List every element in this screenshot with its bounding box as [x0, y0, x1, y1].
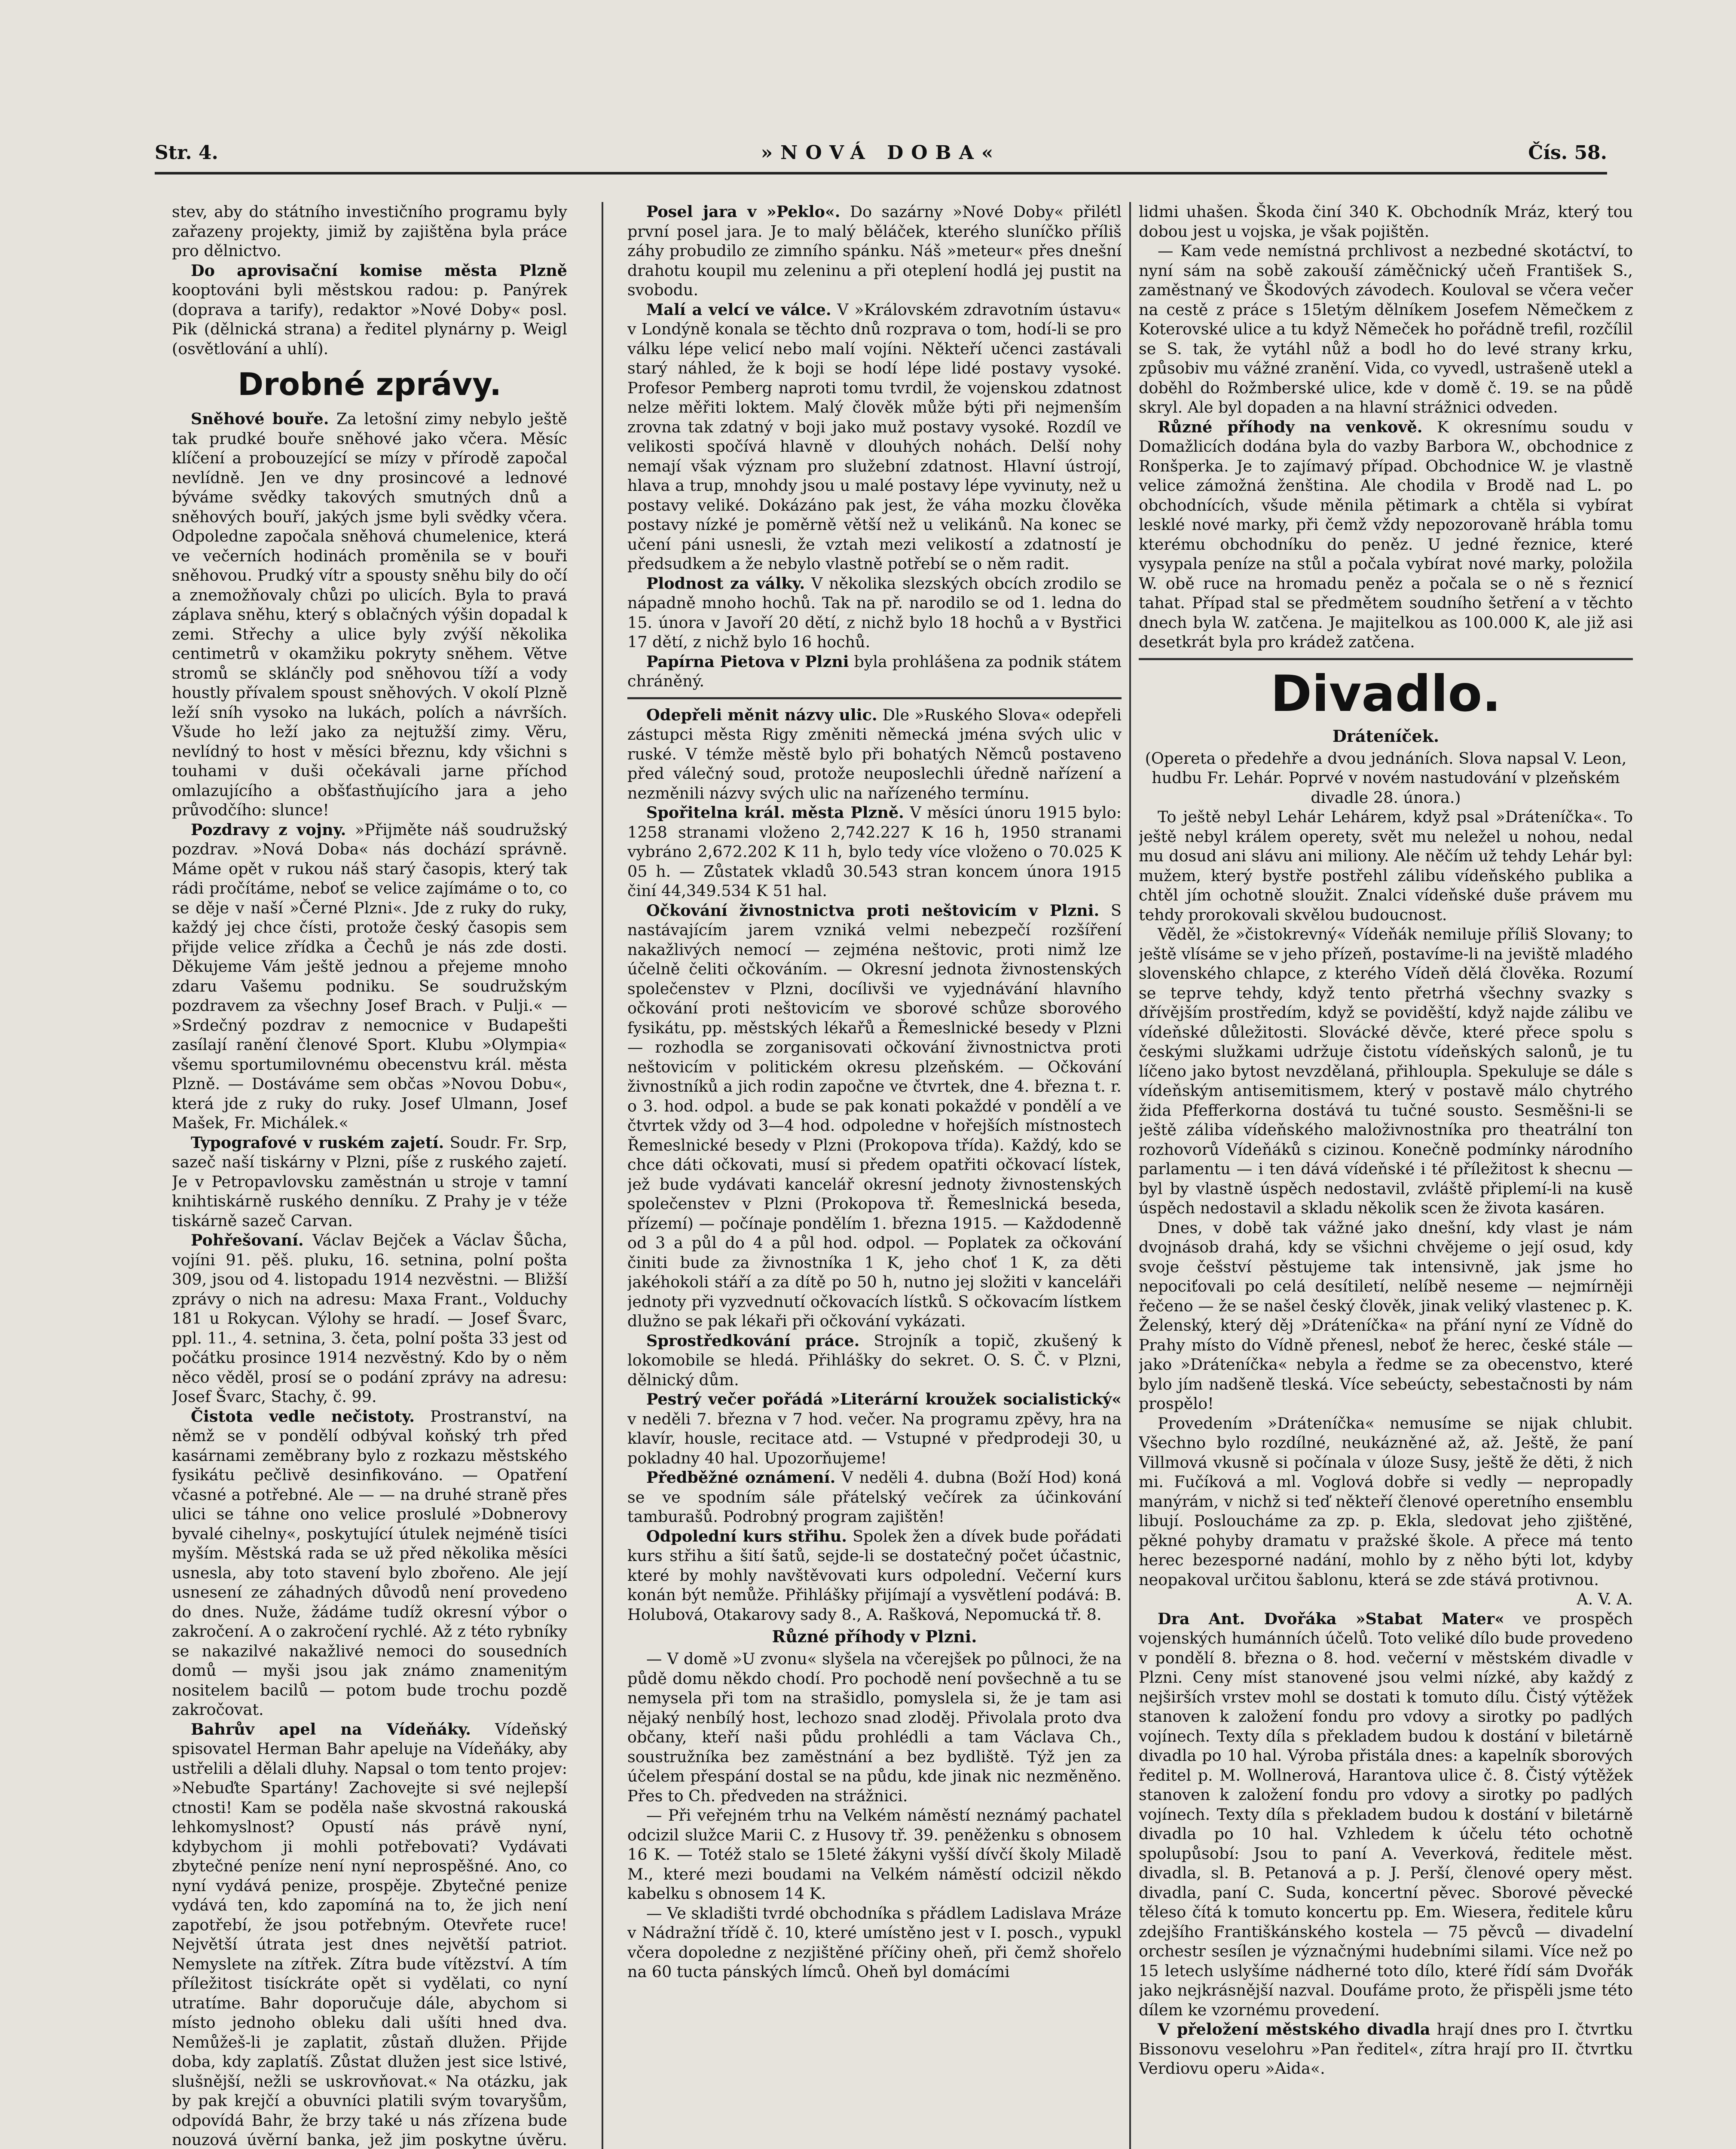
section-heading: Drobné zprávy.: [238, 366, 501, 402]
article-text: Prostranství, na němž se v pondělí odbýval koňský trh před kasárnami zeměbrany bylo z rozkazu městského fysikátu pečlivě desinfikováno. — Opatření včasné a potřebné. Ale — — na druhé straně přes ulici se táhne ono velice proslulé »Dobnerovy byvalé cihelny«, poskytující útulek nejméně tisíci myším. Městská rada se už před několika měsíci usnesla, aby toto stavení bylo zbořeno. Ale její usnesení ze záhadných důvodů není provedeno do dnes. Nuže, žádáme tudíž okresní výbor o zakročení. A o zakročení rychlé. Až z této rybníky se nakazilvé nakažlivé nemoci do sousedních domů — myši jsou jak známo znamenitým nositelem bacilů — potom bude trochu pozdě zakročovat.: [172, 1407, 567, 1719]
article: [627, 652, 1122, 691]
article-heading: Pozdravy z vojny.: [191, 820, 346, 839]
article-heading: Čistota vedle nečistoty.: [191, 1407, 415, 1426]
column-rule: [602, 202, 603, 2149]
article: [627, 705, 1122, 803]
article-heading: Očkování živnostnictva proti neštovicím v Plzni.: [646, 901, 1100, 920]
article: [172, 1133, 567, 1231]
article-heading: Typografové v ruském zajetí.: [191, 1133, 444, 1152]
article-text: ve prospěch vojenských humánních účelů. Toto veliké dílo bude provedeno v pondělí 8. března o 8. hod. večerní v městském divadle v Plzni. Ceny míst stanovené jsou velmi nízké, aby každý z nejširších vrstev mohl se dostati k tomuto dílu. Čistý výtěžek stanoven k založení fondu pro vdovy a sirotky po padlých vojínech. Texty díla s překladem budou k dostání v biletárně divadla po 10 hal. Výroba přistála dnes: a kapelník sborových ředitel p. M. Wollnerová, Harantova ulice č. 8. Čistý výtěžek stanoven k založení fondu pro vdovy a sirotky po padlých vojínech. Texty díla s překladem budou k dostání v biletárně divadla po 10 hal. Vzhledem k účelu této ochotně spolupůsobí: Jsou to paní A. Veverková, ředitele měst. divadla, sl. B. Petanová a p. J. Perší, členové opery měst. divadla, paní C. Suda, koncertní pěvec. Sborové pěvecké těleso čítá k tomuto koncertu pp. Em. Wiesera, ředitele kůru zdejšího Františkánského kostela — 75 pěvců — divadelní orchestr sesílen je význačnými hudebními silami. Více než po 15 letech uslyšíme nádherné toto dílo, které řídí sám Dvořák jako nejkrásnější nazval. Doufáme proto, že přispěli jsme této dílem ke vzornému provedení.: [1139, 1609, 1633, 2019]
article-text: »Přijměte náš soudružský pozdrav. »Nová Doba« nás dochází správně. Máme opět v rukou náš starý časopis, který tak rádi pročítáme, neboť se velice zajímáme o to, co se děje v naší »Černé Plzni«. Jde z ruky do ruky, každý jej chce čísti, protože český časopis sem přijde velice zřídka a Čechů je nás zde dosti. Děkujeme Vám ještě jednou a přejeme mnoho zdaru Vašemu podniku. Se soudružským pozdravem za všechny Josef Brach. v Pulji.« — »Srdečný pozdrav z nemocnice v Budapešti zasílají ranění členové Sport. Klubu »Olympia« všemu sportumilovnému obecenstvu král. města Plzně. — Dostáváme sem občas »Novou Dobu«, která jde z ruky do ruky. Josef Ulmann, Josef Mašek, Fr. Michálek.«: [172, 820, 567, 1132]
article: [172, 820, 567, 1133]
column-3: [1139, 202, 1633, 2149]
article-text: hrají dnes pro I. čtvrtku Bissonovu veselohru »Pan ředitel«, zítra hrají pro II. čtvrtku Verdiovu operu »Aida«.: [1139, 2020, 1633, 2078]
article-heading: Pohřešovaní.: [191, 1231, 304, 1249]
column-rule: [1129, 202, 1131, 2149]
article-text: Soudr. Fr. Srp, sazeč naší tiskárny v Plzni, píše z ruského zajetí. Je v Petropavlovsku zaměstnán u stroje v tamní knihtiskárně ruského denníku. Z Prahy je v téže tiskárně sazeč Carvan.: [172, 1133, 567, 1230]
article-text: — Ve skladišti tvrdé obchodníka s přádlem Ladislava Mráze v Nádražní třídě č. 10, které umístěno jest v I. posch., vypukl včera dopoledne z nezjištěné příčiny oheň, při čemž shořelo na 60 tucta pánských límců. Oheň byl domácími: [627, 1904, 1122, 1981]
article-heading: Dra Ant. Dvořáka »Stabat Mater«: [1158, 1609, 1504, 1628]
article: [627, 574, 1122, 652]
article: [1139, 1609, 1633, 2020]
article: [172, 1231, 567, 1407]
article: [627, 1527, 1122, 1625]
article-text: V několika slezských obcích zrodilo se nápadně mnoho hochů. Tak na př. narodilo se od 1. ledna do 15. února v Javoří 20 dětí, z nichž bylo 18 hochů a v Bystřici 17 dětí, z nichž bylo 16 hochů.: [627, 574, 1122, 651]
article-heading: Papírna Pietova v Plzni: [646, 652, 849, 671]
article-heading: Do aprovisační komise města Plzně: [191, 261, 567, 280]
page-header: [155, 142, 1607, 174]
article-text: Václav Bejček a Václav Šůcha, vojíni 91. pěš. pluku, 16. setnina, polní pošta 309, jsou od 4. listopadu 1914 nezvěstni. — Bližší zprávy o nich na adresu: Maxa Frant., Volduchy 181 u Rokycan. Výlohy se hradí. — Josef Švarc, ppl. 11., 4. setnina, 3. četa, polní pošta 33 jest od počátku prosince 1914 nezvěstný. Kdo by o něm něco věděl, prosí se o podání zprávy na adresu: Josef Švarc, Stachy, č. 99.: [172, 1231, 567, 1406]
article-text: — Při veřejném trhu na Velkém náměstí neznámý pachatel odcizil služce Marii C. z Husovy tř. 39. peněženku s obnosem 16 K. — Totéž stalo se 15leté žákyni vyšší dívčí školy Miladě M., které mezi boudami na Velkém náměstí odcizil někdo kabelku s obnosem 14 K.: [627, 1806, 1122, 1903]
review-subtitle: (Opereta o předehře a dvou jednáních. Slova napsal V. Leon, hudbu Fr. Lehár. Poprvé v novém nastudování v plzeňském divadle 28. února.): [1145, 749, 1627, 807]
article: [627, 1468, 1122, 1527]
article-text: Strojník a topič, zkušený k lokomobile se hledá. Přihlášky do sekret. O. S. Č. v Plzni, dělnický dům.: [627, 1331, 1122, 1389]
article-heading: Sprostředkování práce.: [646, 1331, 860, 1350]
article-heading: Posel jara v »Peklo«.: [646, 202, 840, 221]
article-text: stev, aby do státního investičního programu byly zařazeny projekty, jimiž by zajištěna byla práce pro dělnictvo.: [172, 202, 567, 260]
article-heading: Odepřeli měnit názvy ulic.: [646, 705, 877, 724]
article-text: K okresnímu soudu v Domažlicích dodána byla do vazby Barbora W., obchodnice z Ronšperka. Je to zajímavý případ. Obchodnice W. je vlastně velice zámožná ženština. Ale chodila v Brodě nad L. po obchodnících, všude měnila pětimark a chtěla si vybírat lesklé nové marky, při čemž vždy nepozorovaně hrábla tomu kterému obchodníku do peněz. U jedné řeznice, které vysypala peníze na stůl a počala vybírat nové marky, položila W. obě ruce na hromadu peněz a počala se o ně s řeznicí tahat. Případ stal se předmětem soudního šetření a v těchto dnech byla W. zatčena. Je majitelkou as 100.000 K, ale již asi desetkrát byla pro krádež zatčena.: [1139, 417, 1633, 651]
article-text: V měsíci únoru 1915 bylo: 1258 stranami vloženo 2,742.227 K 16 h, 1950 stranami vybráno 2,672.202 K 11 h, bylo tedy více vloženo o 70.025 K 05 h. — Zůstatek vkladů 30.543 stran koncem února 1915 činí 44,349.534 K 51 hal.: [627, 803, 1122, 900]
article: [627, 300, 1122, 574]
article: [172, 409, 567, 820]
article: [1139, 2020, 1633, 2079]
article-text: Do sazárny »Nové Doby« přilétl první posel jara. Je to malý běláček, kterého sluníčko příliš záhy probudilo ze zimního spánku. Náš »meteur« přes dnešní drahotu koupil mu zeleninu a při oteplení hodlá jej pustit na svobodu.: [627, 202, 1122, 299]
review-paragraph: To ještě nebyl Lehár Lehárem, když psal »Dráteníčka«. To ještě nebyl králem operety, svět mu neležel u nohou, nedal mu dosud ani slávu ani miliony. Ale něčím už tehdy Lehár byl: mužem, který bystře postřehl zálibu vídeňského publika a chtěl jím ochotně sloužit. Znalci vídeňské duše právem mu tehdy prorokovali skvělou budoucnost.: [1139, 808, 1633, 924]
article-text: — V domě »U zvonu« slyšela na včerejšek po půlnoci, že na půdě domu někdo chodí. Pro pochodě není povšechně a tu se nemysela při tom na strašidlo, pomyslela si, že je tam asi nějaký nenbílý host, lechozo snad zloděj. Přivolala proto dva občany, kteří naši půdu prohlédli a tam Václava Ch., soustružníka bez zaměstnání a bez bydliště. Týž jen za účelem přespání dostal se na půdu, kde jinak nic nezměněno. Přes to Ch. předveden na strážnici.: [627, 1650, 1122, 1805]
article: [627, 1390, 1122, 1468]
article-text: V neděli 4. dubna (Boží Hod) koná se ve spodním sále přátelský večírek za účinkování tamburašů. Podrobný program zajištěn!: [627, 1468, 1122, 1526]
article: [172, 1720, 567, 2149]
article-text: — Kam vede nemístná prchlivost a nezbedné skotáctví, to nyní sám na sobě zakouší záměčnický učeň František S., zaměstnaný ve Škodových závodech. Kouloval se včera večer na cestě z práce s 15letým dělníkem Josefem Němečkem z Koterovské ulice a tu když Němeček ho pořádně trefil, rozčílil se S. tak, že vytáhl nůž a bodl ho do levé strany krku, způsobiv mu vážné zranění. Vida, co vyvedl, ustrašeně utekl a doběhl do Rožmberské ulice, kde v domě č. 19. se na půdě skryl. Ale byl dopaden a na hlavní strážnici odveden.: [1139, 242, 1633, 416]
article: [627, 901, 1122, 1331]
article-heading: Různé příhody na venkově.: [1158, 417, 1423, 436]
review-paragraph: Věděl, že »čistokrevný« Vídeňák nemiluje příliš Slovany; to ještě vlísáme se v jeho přízeň, postavíme-li na jeviště mladého slovenského chlapce, z kterého Vídeň dělá člověka. Rozumí se teprve tehdy, když tento přetrhá všechny svazky s dřívějším prostředím, když se poviděští, když najde zálibu ve vídeňské důležitosti. Slovácké děvče, které přece spolu s českými služkami udržuje čistotu vídeňských salonů, je tu líčeno jako bytost nevzdělaná, přihloupla. Spekuluje se dále s vídeňským antisemitismem, který v postavě málo chytrého žida Pfefferkorna dostává tu tučné sousto. Sesměšni-li se ještě záliba vídeňského maloživnostníka pro theatrální ton rozhovorů Vídeňáků s cizinou. Konečně podmínky národního parlamentu — i ten dává vídeňské i té příležitost k shecnu — byl by vlastně úspěch nedostavil, zvláště připlemí-li na kusě úspěch nedostavil a skladu několik scen že života kasáren.: [1139, 925, 1633, 1217]
article-heading: Sněhové bouře.: [191, 410, 329, 428]
divider: [1139, 658, 1633, 660]
article: [627, 1331, 1122, 1390]
article-heading: Malí a velcí ve válce.: [646, 300, 831, 319]
article-heading: Různé příhody v Plzni.: [772, 1627, 977, 1646]
article-text: Spolek žen a dívek bude pořádati kurs střihu a šití šatů, sejde-li se dostatečný počet účastnic, které by mohly navštěvovati kurs odpolední. Večerní kurs konán být nemůže. Přihlášky přijímají a vysvětlení podává: B. Holubová, Otakarovy sady 8., A. Rašková, Nepomucká tř. 8.: [627, 1527, 1122, 1624]
article-heading: Pestrý večer pořádá »Literární kroužek socialistický«: [646, 1390, 1122, 1408]
section-heading: Divadlo.: [1270, 664, 1501, 723]
article: [627, 202, 1122, 300]
article: [627, 803, 1122, 901]
article: [172, 1407, 567, 1720]
issue-number: Čís. 58.: [1528, 142, 1607, 164]
column-2: [627, 202, 1122, 2149]
page-number: Str. 4.: [155, 142, 218, 164]
review-paragraph: Dnes, v době tak vážné jako dnešní, kdy vlast je nám dvojnásob drahá, kdy se všichni chvějeme o její osud, kdy svoje češství pěstujeme tak intensivně, jak jsme ho nepociťovali po celá desítiletí, nelíbě neseme — nejmírněji řečeno — že se našel český člověk, jinak veliký vlastenec p. K. Želenský, který děj »Dráteníčka« na přání nyní ze Vídně do Prahy místo do Vídně přenesl, neboť že herec, české stále — jako »Dráteníčka« nebyla a ředme se za obecenstvo, které bylo jím nadšeně tleská. Více sebeúcty, sebestačnosti by nám prospělo!: [1139, 1218, 1633, 1413]
article: [172, 261, 567, 359]
article-heading: Odpolední kurs střihu.: [646, 1527, 847, 1546]
divider: [627, 697, 1122, 699]
review-title: Dráteníček.: [1332, 726, 1440, 746]
review-paragraph: Provedením »Dráteníčka« nemusíme se nijak chlubit. Všechno bylo rozdílné, neukázněné až, až. Ještě, že paní Villmová vkusně si počínala v úloze Susy, ještě že děti, ž nich mi. Fučíková a ml. Voglová dobře si vedly — nepropadly manýrám, v nichž si teď někteří členové operetního ensemblu libují. Posloucháme za zp. p. Ekla, sledovat jeho zjištěné, pěkné pohyby dramatu v pražské škole. A přece má tento herec bezesporné nadání, mohlo by z něho býti lot, kdyby neopakoval určitou šablonu, která se zde stává protivnou.: [1139, 1414, 1633, 1589]
article-text: kooptováni byli městskou radou: p. Panýrek (doprava a tarify), redaktor »Nové Doby« posl. Pik (dělnická strana) a ředitel plynárny p. Weigl (osvětlování a uhlí).: [172, 281, 567, 358]
article-heading: Plodnost za války.: [646, 574, 805, 593]
article-heading: Spořitelna král. města Plzně.: [646, 803, 904, 822]
article-heading: V přeložení městského divadla: [1158, 2020, 1430, 2039]
article-text: lidmi uhašen. Škoda činí 340 K. Obchodník Mráz, který tou dobou jest u vojska, je však pojištěn.: [1139, 202, 1633, 241]
article: [1139, 417, 1633, 652]
article-heading: Bahrův apel na Vídeňáky.: [191, 1720, 471, 1739]
article-text: V »Královském zdravotním ústavu« v Londýně konala se těchto dnů rozprava o tom, hodí-li se pro válku lépe velicí nebo malí vojíni. Někteří učenci zastávali starý náhled, že k boji se hodí lépe lidé postavy vysoké. Profesor Pemberg naproti tomu tvrdil, že vojenskou zdatnost nelze měřiti loktem. Malý člověk může býti při nejmenším zrovna tak zdatný v boji jako muž postavy vysoké. Rozdíl ve velikosti spočívá hlavně v dlouhých nohách. Delší nohy nemají však význam pro služební zdatnost. Hlavní ústrojí, hlava a trup, mnohdy jsou u malé postavy lépe vyvinuty, než u postavy veliké. Dokázáno pak jest, že váha mozku člověka postavy nízké je poměrně větší než u velikánů. Na konec se učení páni usnesli, že vztah mezi velikostí a zdatností je předsudkem a že nebylo vlastně potřebí se o něm radit.: [627, 300, 1122, 573]
article-heading: Předběžné oznámení.: [646, 1468, 836, 1487]
article-text: Vídeňský spisovatel Herman Bahr apeluje na Vídeňáky, aby ustřelili a dělali dluhy. Napsal o tom tento projev: »Nebuďte Spartány! Zachovejte si své nejlepší ctnosti! Kam se poděla naše skvostná rakouská lehkomyslnost? Opustí nás právě nyní, kdybychom ji mohli potřebovati? Vydávati zbytečné peníze není nyní neprospěšné. Ano, co nyní vydává penize, prospěje. Zbytečné penize vydává ten, kdo zapomíná na to, že jich není zapotřebí, že jsou potřebným. Otevřete ruce! Největší útrata jest dnes největší patriot. Nemyslete na zítřek. Zítra bude vítězství. A tím příležitost tisíckráte opět si vydělati, co nyní utratíme. Bahr doporučuje dále, abychom si místo jednoho obleku dali ušíti hned dva. Nemůžeš-li je zaplatit, zůstaň dlužen. Přijde doba, kdy zaplatíš. Zůstat dlužen jest sice lstivé, slušnější, nežli se uskrovňovat.« Na otázku, jak by pak krejčí a obuvníci platili svým tovaryšům, odpovídá Bahr, že brzy také u nás zřízena bude nouzová úvěrní banka, jež jim poskytne úvěru.: [172, 1720, 567, 2149]
article-text: v neděli 7. března v 7 hod. večer. Na programu zpěvy, hra na klavír, housle, recitace atd. — Vstupné v předprodeji 30, u pokladny 40 hal. Upozorňujeme!: [627, 1409, 1122, 1467]
newspaper-title: »NOVÁ DOBA«: [761, 142, 1001, 164]
article-text: Za letošní zimy nebylo ještě tak prudké bouře sněhové jako včera. Měsíc klíčení a probouzející se mízy v přírodě započal nevlídně. Jen ve dny prosincové a lednové býváme svědky takových smutných dnů a sněhových bouří, jakých jsme byli svědky včera. Odpoledne započala sněhová chumelenice, která ve večerních hodinách proměnila se v bouři sněhovou. Prudký vítr a spousty sněhu bily do očí a znemožňovaly chůzi po ulicích. Byla to pravá záplava sněhu, který s oblačných výšin dopadal k zemi. Střechy a ulice byly zvýší několika centimetrů v okamžiku pokryty sněhem. Větve stromů se sklánčly pod sněhovou tíží a vody houstly přívalem spoust sněhových. V okolí Plzně leží sníh vysoko na lukách, polích a návrších. Všude ho leží jako za nejtužší zimy. Věru, nevlídný to host v měsíci březnu, kdy všichni s touhami v duši očekávali jarne příchod omlazujícího a obšťastňujícího jara a jeho průvodčího: slunce!: [172, 410, 567, 819]
article-text: Dle »Ruského Slova« odepřeli zástupci města Rigy změniti německá jména svých ulic v ruské. V témže městě bylo při bohatých Němců postaveno před válečný soud, protože neuposlechli úředně nařízení a nezměnili názvy svých ulic na nařízeného termínu.: [627, 705, 1122, 802]
article-text: byla prohlášena za podnik státem chráněný.: [627, 652, 1122, 690]
article-text: S nastávajícím jarem vzniká velmi nebezpečí rozšíření nakažlivých nemocí — zejména neštovic, proti nimž lze účelně čeliti očkováním. — Okresní jednota živnostenských společenstev v Plzni, docílivši ve vyjednávání hlavního očkování proti neštovicím ve sborové schůze sborového fysikátu, pp. městských lékařů a Řemeslnické besedy v Plzni — rozhodla se zorganisovati očkování živnostnictva proti neštovicím v politickém okresu plzeňském. — Očkování živnostníků a jich rodin započne ve čtvrtek, dne 4. března t. r. o 3. hod. odpol. a bude se pak konati pokaždé v pondělí a ve čtvrtek vždy od 3—4 hod. odpoledne v hořejších místnostech Řemeslnické besedy v Plzni (Prokopova třída). Každý, kdo se chce dáti očkovati, musí si předem opatřiti očkovací lístek, jež bude vydávati kancelář okresní jednoty živnostenských společenstev v Plzni (Prokopova tř. Řemeslnická beseda, přízemí) — počínaje pondělím 1. března 1915. — Každodenně od 3 a půl do 4 a půl hod. odpol. — Poplatek za očkování činiti bude za živnostníka 1 K, jeho choť 1 K, za děti jakéhokoli stáří a za dítě po 50 h, nutno jej složiti v kanceláři jednoty při vyzvednutí očkovacích lístků. S očkovacím lístkem dlužno se pak lékaři při očkování vykázati.: [627, 901, 1122, 1330]
column-1: [172, 202, 567, 2149]
review-signature: A. V. A.: [1577, 1590, 1633, 1608]
